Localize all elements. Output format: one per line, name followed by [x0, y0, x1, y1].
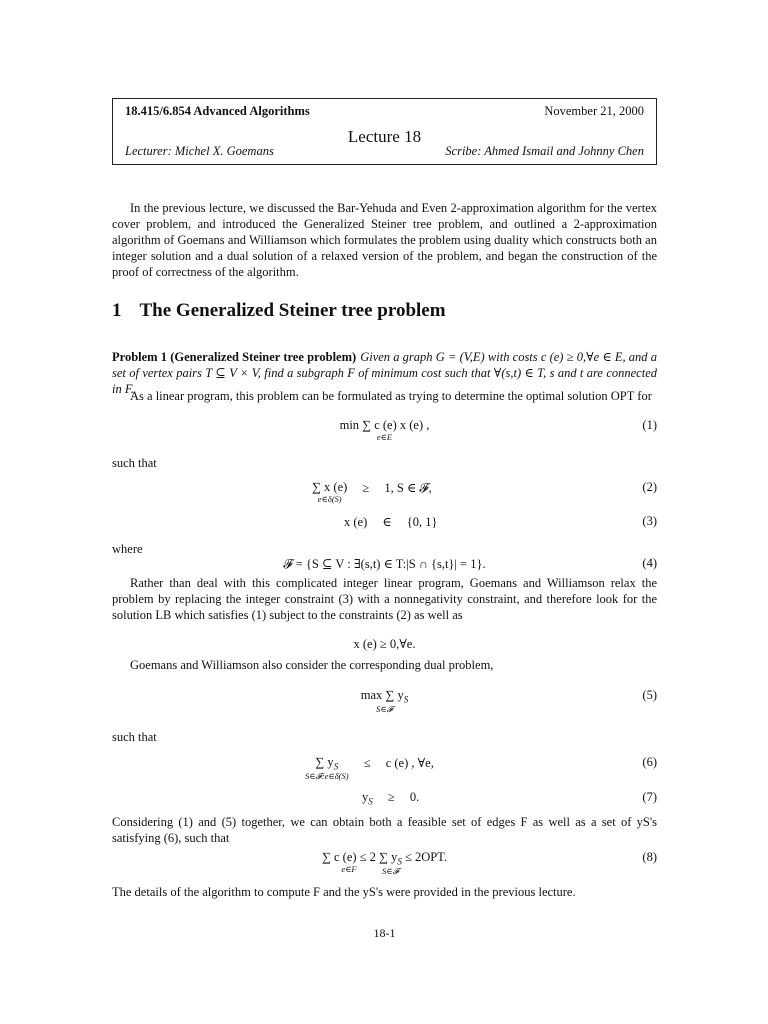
such-that-2: such that	[112, 730, 157, 744]
equation-1	[112, 418, 657, 448]
eq4-number: (4)	[642, 556, 657, 570]
eq3-rel: ∈	[382, 515, 392, 529]
document-page	[112, 98, 658, 940]
lecture-title: Lecture 18	[347, 127, 422, 146]
eq2-sub: e∈δ(S)	[317, 494, 342, 504]
eq2-rhs: 1, S ∈ 𝓕,	[384, 481, 432, 495]
scribe: Scribe: Ahmed Ismail and Johnny Chen	[445, 144, 644, 158]
page-number: 18-1	[373, 926, 396, 940]
eq7-lhs: y	[362, 790, 369, 804]
eq8-part2: ∑ y	[379, 850, 398, 864]
eq8-sub1: e∈F	[341, 864, 357, 874]
problem-text: Given a graph G = (V,E) with costs c (e) ≥ 0,∀e ∈ E, and a set of vertex pairs T ⊆ V × V, find a subgraph F of minimum cost such that ∀(s,t) ∈ T, s and t are connected in F.	[112, 350, 658, 396]
eq8-part1: ∑ c (e) ≤ 2	[321, 850, 376, 864]
lecture-date: November 21, 2000	[544, 104, 644, 118]
eq7-sub-s: S	[368, 796, 373, 807]
eq1-number: (1)	[642, 418, 657, 432]
eq5-sub: S∈𝓕	[376, 703, 393, 714]
consider-paragraph: Considering (1) and (5) together, we can obtain both a feasible set of edges F as well as a set of yS's satisfying (6), such that	[112, 815, 657, 845]
eq8-part3: ≤ 2OPT.	[401, 850, 448, 864]
equation-8	[112, 850, 657, 880]
details-paragraph: The details of the algorithm to compute F and the yS's were provided in the previous lecture.	[112, 885, 576, 899]
such-that-1: such that	[112, 456, 157, 470]
equation-6	[112, 755, 657, 785]
eq1-main: min ∑ c (e) x (e) ,	[339, 418, 430, 432]
lecture-header-box	[112, 98, 657, 165]
eq6-sub-s: S	[333, 761, 339, 772]
eq2-rel: ≥	[362, 481, 370, 495]
eq3-rhs: {0, 1}	[406, 515, 438, 529]
eq5-main: max ∑ y	[360, 688, 404, 702]
equation-3	[112, 514, 657, 544]
eq6-rhs: c (e) , ∀e,	[385, 756, 434, 770]
eq6-lhs: ∑ y	[315, 755, 334, 769]
eq6-number: (6)	[642, 755, 657, 769]
eq7-number: (7)	[642, 790, 657, 804]
eq8-number: (8)	[642, 850, 657, 864]
eq-nonneg: x (e) ≥ 0,∀e.	[353, 637, 416, 651]
eq8-sub-s: S	[397, 856, 402, 867]
eq4-body: 𝓕 = {S ⊆ V : ∃(s,t) ∈ T:|S ∩ {s,t}| = 1}.	[283, 557, 486, 571]
eq2-lhs: ∑ x (e)	[312, 480, 348, 494]
problem-label: Problem 1 (Generalized Steiner tree problem)	[112, 350, 357, 364]
eq2-number: (2)	[642, 480, 657, 494]
eq3-lhs: x (e)	[344, 515, 368, 529]
section-title: The Generalized Steiner tree problem	[139, 300, 446, 321]
eq7-rhs: 0.	[409, 790, 420, 804]
where-text: where	[112, 542, 143, 556]
eq3-number: (3)	[642, 514, 657, 528]
equation-5	[112, 688, 657, 718]
intro-paragraph: In the previous lecture, we discussed the Bar-Yehuda and Even 2-approximation algorithm for the vertex cover problem, and introduced the Generalized Steiner tree problem, and outlined a 2-approximation algorithm of Goemans and Williamson which formulates the problem using duality which constructs both an integer solution and a dual solution of a relaxed version of the problem, and began the construction of the proof of correctness of the algorithm.	[112, 201, 657, 279]
section-heading	[112, 300, 446, 322]
section-number: 1	[112, 300, 122, 321]
eq5-sub-s: S	[403, 694, 409, 705]
dual-paragraph: Goemans and Williamson also consider the corresponding dual problem,	[130, 658, 494, 672]
course-number: 18.415/6.854 Advanced Algorithms	[125, 104, 310, 118]
eq5-number: (5)	[642, 688, 657, 702]
eq6-sub: S∈𝓕:e∈δ(S)	[305, 770, 349, 781]
relax-paragraph: Rather than deal with this complicated integer linear program, Goemans and Williamson relax the problem by replacing the integer constraint (3) with a nonnegativity constraint, and therefore look for the solution LB which satisfies (1) subject to the constraints (2) as well as	[112, 576, 657, 622]
lp-paragraph: As a linear program, this problem can be formulated as trying to determine the optimal solution OPT for	[130, 389, 652, 403]
eq8-sub2: S∈𝓕	[382, 865, 399, 876]
eq7-rel: ≥	[387, 790, 395, 804]
eq6-rel: ≤	[363, 756, 371, 770]
lecturer: Lecturer: Michel X. Goemans	[125, 144, 274, 158]
eq1-sub: e∈E	[376, 432, 393, 442]
equation-2	[112, 480, 657, 510]
